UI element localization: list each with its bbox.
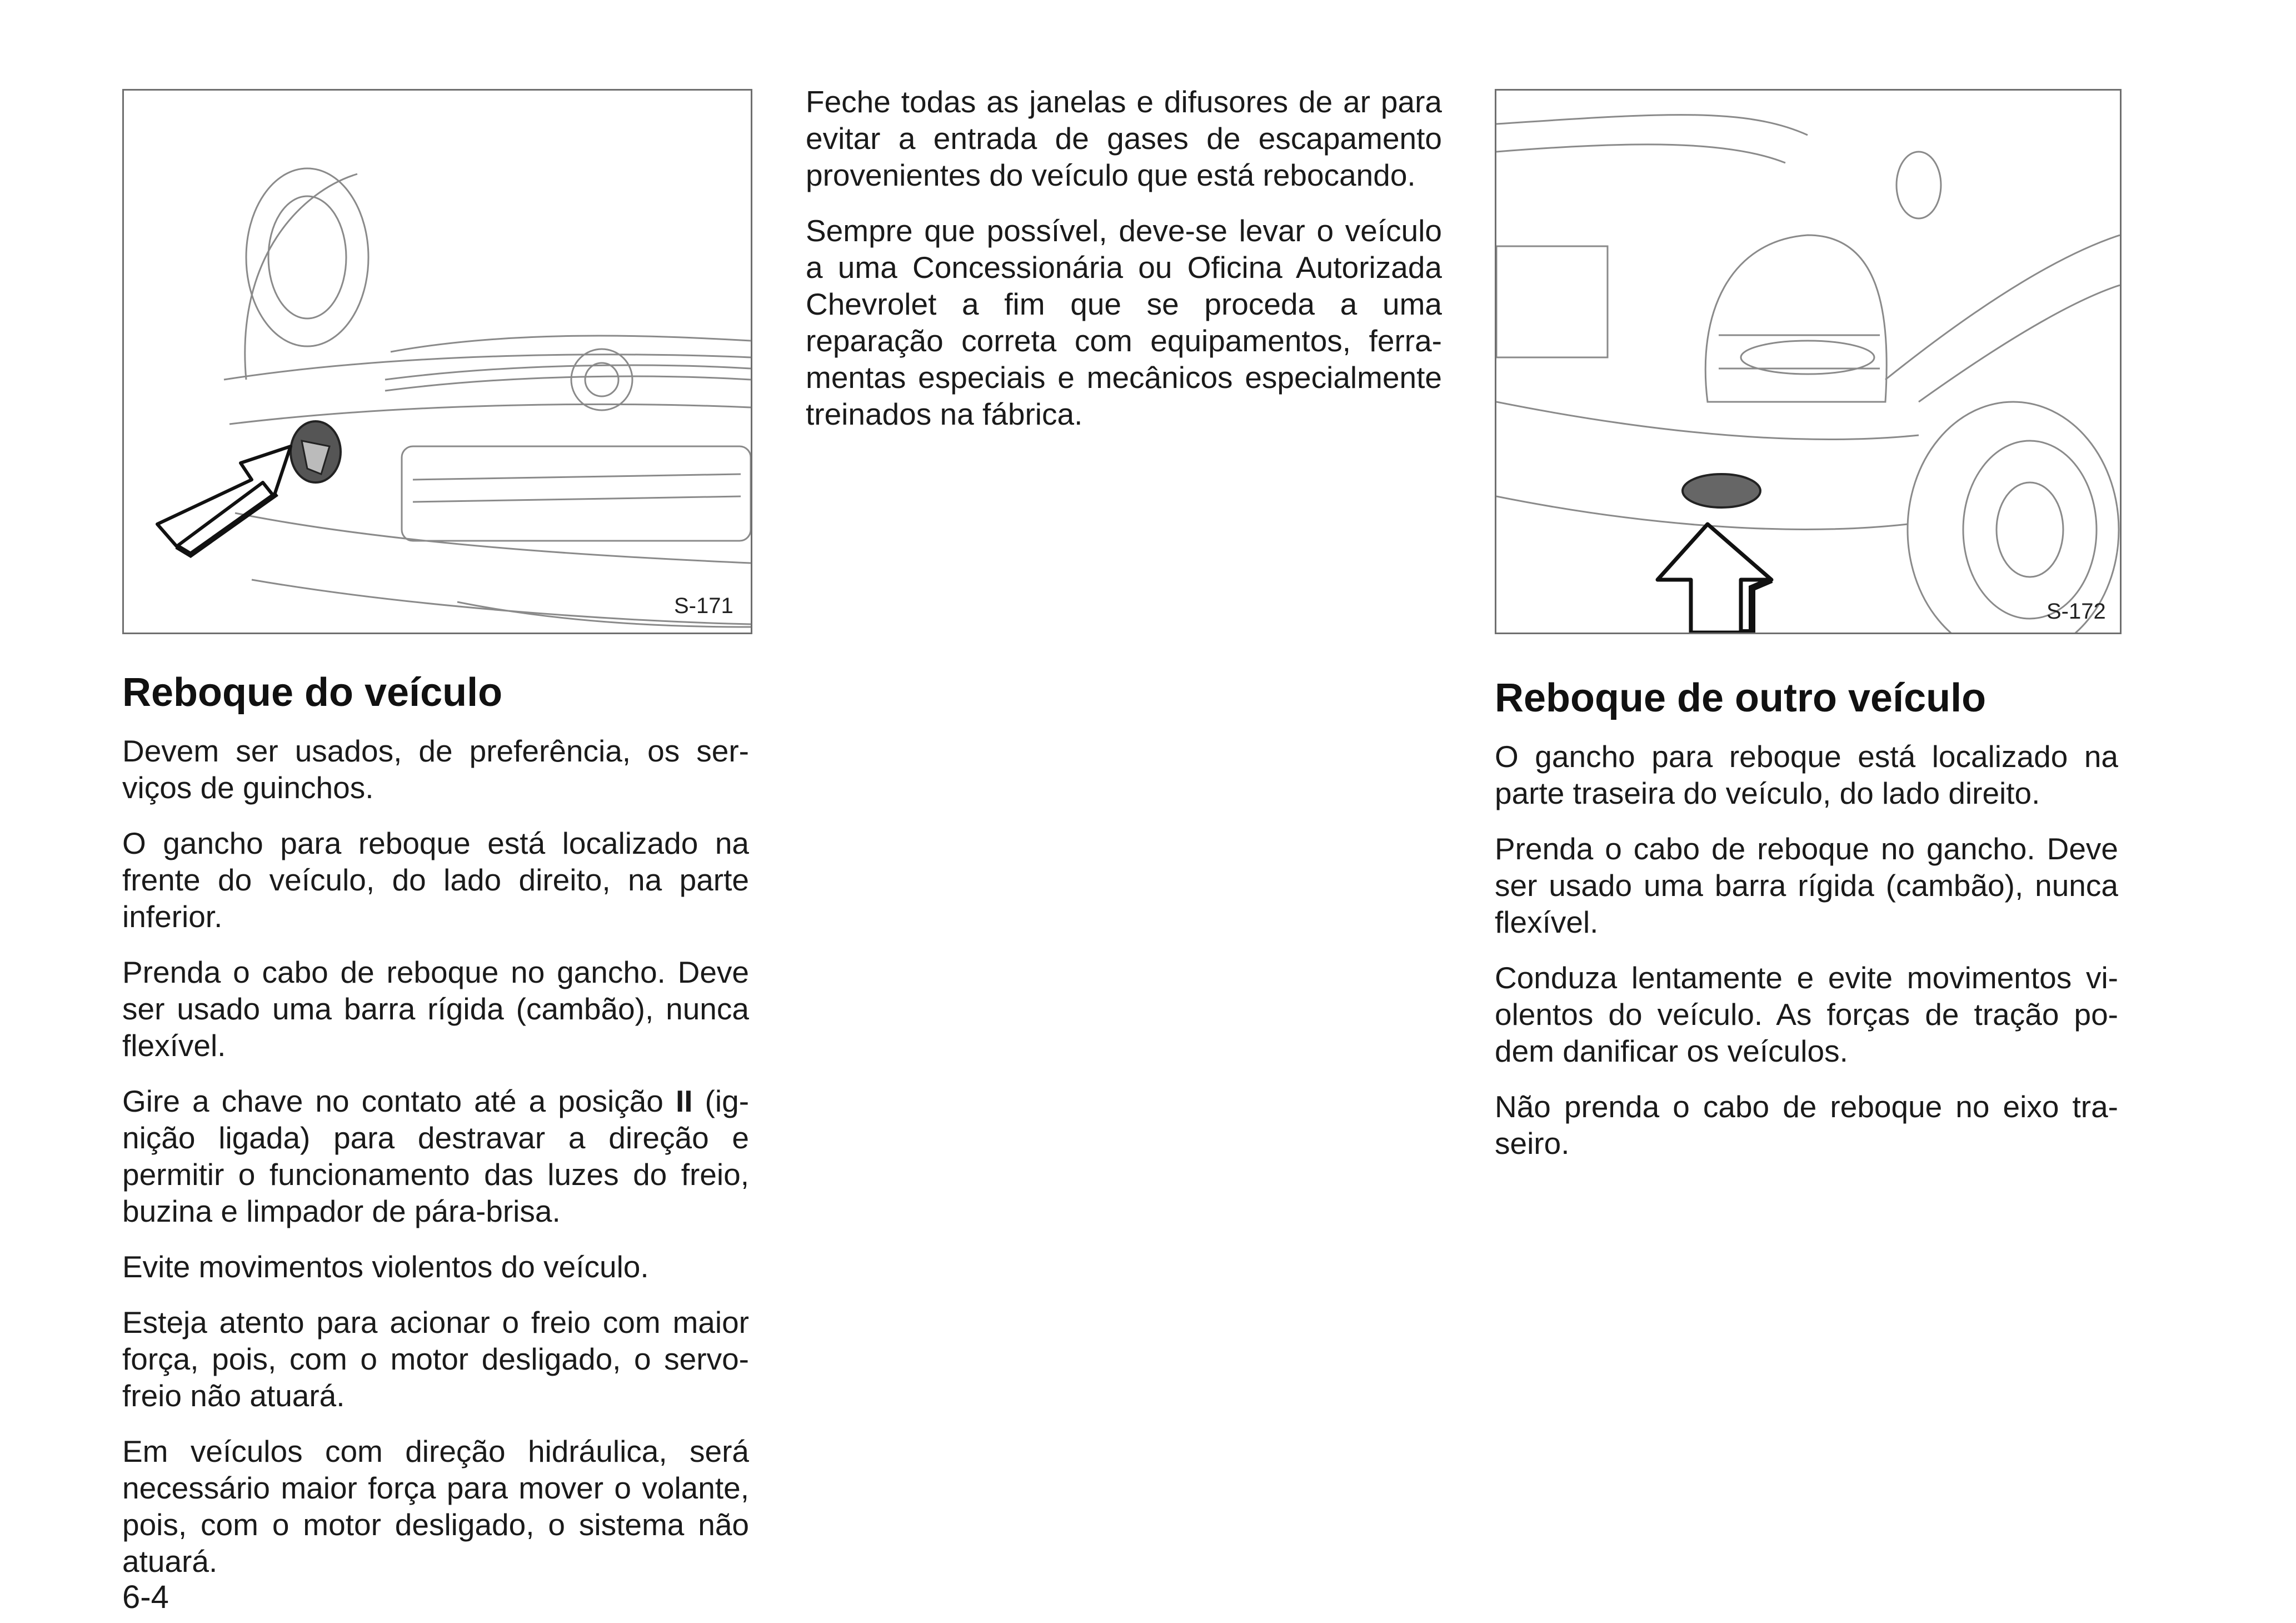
left-column bbox=[122, 670, 749, 1599]
car-rear-illustration bbox=[1496, 91, 2120, 633]
paragraph: O gancho para reboque está localizado na frente do veículo, do lado direito, na parte inferior. bbox=[122, 825, 749, 934]
section-title: Reboque do veículo bbox=[122, 670, 503, 715]
figure-front-towing-hook bbox=[122, 89, 752, 634]
paragraph-text: (ignição ligada) para destravar a direção e permitir o funcionamento das luzes do freio, buzina e limpador de pára-brisa. bbox=[122, 1083, 750, 1228]
ignition-position: II bbox=[675, 1083, 693, 1118]
arrow-up-icon bbox=[1658, 524, 1771, 633]
figure-rear-towing-hook bbox=[1495, 89, 2122, 634]
paragraph: Feche todas as janelas e difusores de ar para evitar a entrada de gases de escapamento provenientes do veículo que está rebocando. bbox=[806, 84, 1442, 192]
paragraph: Esteja atento para acionar o freio com maior força, pois, com o motor desligado, o servofreio não atuará. bbox=[122, 1305, 749, 1413]
towing-hook-icon bbox=[1683, 474, 1760, 507]
middle-column bbox=[806, 83, 1442, 451]
paragraph: Em veículos com direção hidráulica, será necessário maior força para mover o volante, pois, com o motor desligado, o sistema não atuará. bbox=[122, 1433, 749, 1579]
paragraph: Devem ser usados, de preferência, os serviços de guinchos. bbox=[122, 733, 749, 805]
paragraph bbox=[122, 1083, 749, 1229]
paragraph: Não prenda o cabo de reboque no eixo traseiro. bbox=[1495, 1089, 2118, 1161]
paragraph: Conduza lentamente e evite movimentos violentos do veículo. As forças de tração podem danificar os veículos. bbox=[1495, 960, 2118, 1068]
car-front-illustration bbox=[124, 91, 751, 633]
paragraph-text: Gire a chave no contato até a posição bbox=[122, 1083, 676, 1118]
right-column bbox=[1495, 675, 2118, 1181]
paragraph: O gancho para reboque está localizado na parte traseira do veículo, do lado direito. bbox=[1495, 739, 2118, 810]
paragraph: Evite movimentos violentos do veículo. bbox=[122, 1249, 649, 1284]
paragraph: Sempre que possível, deve-se levar o veículo a uma Concessionária ou Oficina Autorizada Chevrolet a fim que se proceda a uma reparação correta com equipamentos, ferramentas especiais e mecânicos especialmente treinados na fábrica. bbox=[806, 213, 1442, 431]
paragraph: Prenda o cabo de reboque no gancho. Deve ser usado uma barra rígida (cambão), nunca flexível. bbox=[1495, 831, 2118, 939]
towing-hook-icon bbox=[291, 421, 341, 482]
paragraph: Prenda o cabo de reboque no gancho. Deve ser usado uma barra rígida (cambão), nunca flexível. bbox=[122, 954, 749, 1063]
figure-label: S-171 bbox=[674, 594, 733, 618]
figure-label: S-172 bbox=[2047, 599, 2106, 624]
page-number: 6-4 bbox=[122, 1579, 169, 1615]
arrow-up-right-icon bbox=[157, 446, 291, 555]
section-title: Reboque de outro veículo bbox=[1495, 676, 1986, 720]
